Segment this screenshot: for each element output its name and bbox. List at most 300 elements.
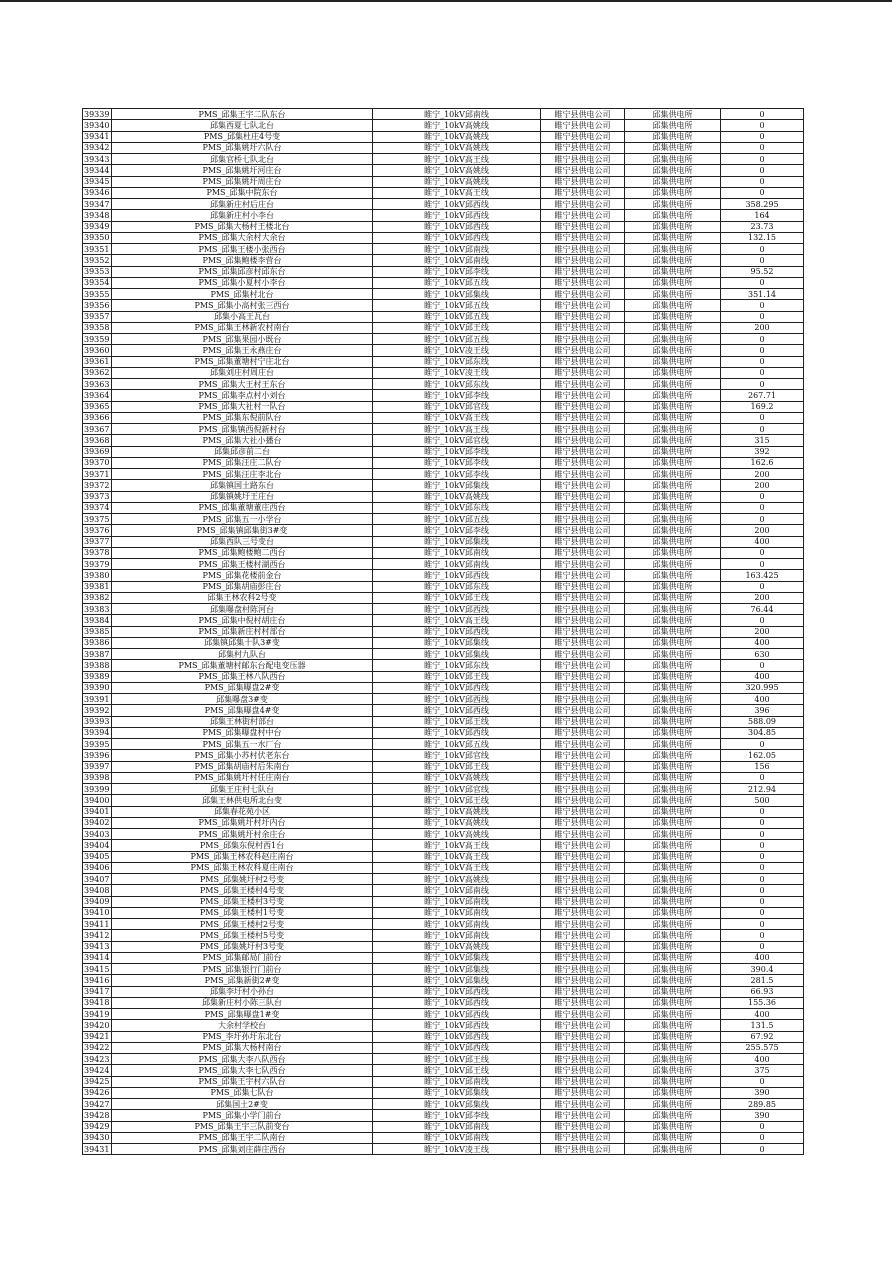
supply-office-cell: 邱集供电所 (625, 255, 721, 266)
company-cell: 睢宁县供电公司 (541, 210, 625, 221)
station-name-cell: PMS_邱集曝盘2#变 (112, 682, 373, 693)
table-row (83, 896, 804, 907)
supply-office-cell: 邱集供电所 (625, 975, 721, 986)
row-id-cell: 39348 (83, 210, 112, 221)
row-id-cell: 39392 (83, 705, 112, 716)
row-id-cell: 39347 (83, 199, 112, 210)
supply-office-cell: 邱集供电所 (625, 311, 721, 322)
station-name-cell: 邱集新庄村后庄台 (112, 199, 373, 210)
row-id-cell: 39384 (83, 615, 112, 626)
capacity-value-cell: 95.52 (721, 266, 804, 277)
capacity-value-cell: 162.6 (721, 457, 804, 468)
company-cell: 睢宁县供电公司 (541, 1110, 625, 1121)
station-name-cell: 邱集新庄村小李台 (112, 210, 373, 221)
row-id-cell: 39352 (83, 255, 112, 266)
supply-office-cell: 邱集供电所 (625, 559, 721, 570)
company-cell: 睢宁县供电公司 (541, 705, 625, 716)
supply-office-cell: 邱集供电所 (625, 424, 721, 435)
company-cell: 睢宁县供电公司 (541, 547, 625, 558)
capacity-value-cell: 358.295 (721, 199, 804, 210)
row-id-cell: 39383 (83, 604, 112, 615)
company-cell: 睢宁县供电公司 (541, 637, 625, 648)
feeder-line-cell: 睢宁_10kV凌王线 (373, 345, 541, 356)
capacity-value-cell: 400 (721, 671, 804, 682)
table-row (83, 727, 804, 738)
row-id-cell: 39356 (83, 300, 112, 311)
station-name-cell: PMS_邱集小苏村伏老东台 (112, 750, 373, 761)
company-cell: 睢宁县供电公司 (541, 311, 625, 322)
table-row (83, 941, 804, 952)
supply-office-cell: 邱集供电所 (625, 525, 721, 536)
feeder-line-cell: 睢宁_10kV高王线 (373, 187, 541, 198)
supply-office-cell: 邱集供电所 (625, 322, 721, 333)
row-id-cell: 39417 (83, 986, 112, 997)
company-cell: 睢宁县供电公司 (541, 649, 625, 660)
row-id-cell: 39407 (83, 874, 112, 885)
company-cell: 睢宁县供电公司 (541, 615, 625, 626)
table-row (83, 705, 804, 716)
row-id-cell: 39412 (83, 930, 112, 941)
row-id-cell: 39378 (83, 547, 112, 558)
capacity-value-cell: 500 (721, 795, 804, 806)
row-id-cell: 39399 (83, 784, 112, 795)
station-name-cell: 邱集村九队台 (112, 649, 373, 660)
table-row (83, 232, 804, 243)
table-row (83, 502, 804, 513)
table-row (83, 761, 804, 772)
company-cell: 睢宁县供电公司 (541, 806, 625, 817)
supply-office-cell: 邱集供电所 (625, 716, 721, 727)
feeder-line-cell: 睢宁_10kV邱五线 (373, 514, 541, 525)
company-cell: 睢宁县供电公司 (541, 244, 625, 255)
feeder-line-cell: 睢宁_10kV邱西线 (373, 1009, 541, 1020)
row-id-cell: 39374 (83, 502, 112, 513)
table-row (83, 131, 804, 142)
row-id-cell: 39404 (83, 840, 112, 851)
station-name-cell: 邱集国土2#变 (112, 1099, 373, 1110)
supply-office-cell: 邱集供电所 (625, 649, 721, 660)
feeder-line-cell: 睢宁_10kV邱西线 (373, 694, 541, 705)
station-name-cell: PMS_邱集新庄村村部台 (112, 626, 373, 637)
supply-office-cell: 邱集供电所 (625, 851, 721, 862)
station-name-cell: PMS_邱集东倪村西1台 (112, 840, 373, 851)
company-cell: 睢宁县供电公司 (541, 1121, 625, 1132)
capacity-value-cell: 200 (721, 626, 804, 637)
company-cell: 睢宁县供电公司 (541, 176, 625, 187)
supply-office-cell: 邱集供电所 (625, 379, 721, 390)
row-id-cell: 39405 (83, 851, 112, 862)
company-cell: 睢宁县供电公司 (541, 289, 625, 300)
table-row (83, 874, 804, 885)
supply-office-cell: 邱集供电所 (625, 930, 721, 941)
supply-office-cell: 邱集供电所 (625, 491, 721, 502)
company-cell: 睢宁县供电公司 (541, 266, 625, 277)
row-id-cell: 39366 (83, 412, 112, 423)
capacity-value-cell: 0 (721, 255, 804, 266)
feeder-line-cell: 睢宁_10kV邱王线 (373, 671, 541, 682)
supply-office-cell: 邱集供电所 (625, 1020, 721, 1031)
company-cell: 睢宁县供电公司 (541, 502, 625, 513)
station-name-cell: PMS_邱集姚圩村2号变 (112, 874, 373, 885)
table-row (83, 997, 804, 1008)
row-id-cell: 39346 (83, 187, 112, 198)
feeder-line-cell: 睢宁_10kV邱王线 (373, 1065, 541, 1076)
table-row (83, 851, 804, 862)
company-cell: 睢宁县供电公司 (541, 491, 625, 502)
supply-office-cell: 邱集供电所 (625, 570, 721, 581)
company-cell: 睢宁县供电公司 (541, 829, 625, 840)
capacity-value-cell: 0 (721, 367, 804, 378)
capacity-value-cell: 0 (721, 244, 804, 255)
feeder-line-cell: 睢宁_10kV邱西线 (373, 986, 541, 997)
capacity-value-cell: 0 (721, 559, 804, 570)
station-name-cell: PMS_邱集董塘村邮东台配电变压器 (112, 660, 373, 671)
row-id-cell: 39361 (83, 356, 112, 367)
company-cell: 睢宁县供电公司 (541, 581, 625, 592)
row-id-cell: 39431 (83, 1144, 112, 1155)
row-id-cell: 39429 (83, 1121, 112, 1132)
supply-office-cell: 邱集供电所 (625, 604, 721, 615)
company-cell: 睢宁县供电公司 (541, 694, 625, 705)
supply-office-cell: 邱集供电所 (625, 739, 721, 750)
table-row (83, 480, 804, 491)
table-row (83, 311, 804, 322)
feeder-line-cell: 睢宁_10kV高姚线 (373, 772, 541, 783)
table-row (83, 1099, 804, 1110)
capacity-value-cell: 0 (721, 491, 804, 502)
station-name-cell: PMS_邱集王楼村湖西台 (112, 559, 373, 570)
company-cell: 睢宁县供电公司 (541, 221, 625, 232)
supply-office-cell: 邱集供电所 (625, 435, 721, 446)
capacity-value-cell: 0 (721, 131, 804, 142)
feeder-line-cell: 睢宁_10kV邱李线 (373, 457, 541, 468)
station-name-cell: PMS_邱集王林农科夏庄南台 (112, 862, 373, 873)
capacity-value-cell: 0 (721, 615, 804, 626)
supply-office-cell: 邱集供电所 (625, 199, 721, 210)
supply-office-cell: 邱集供电所 (625, 514, 721, 525)
station-name-cell: PMS_邱集王楼村5号变 (112, 930, 373, 941)
supply-office-cell: 邱集供电所 (625, 345, 721, 356)
feeder-line-cell: 睢宁_10kV邱王线 (373, 592, 541, 603)
table-row (83, 817, 804, 828)
table-row (83, 570, 804, 581)
feeder-line-cell: 睢宁_10kV邱东线 (373, 379, 541, 390)
company-cell: 睢宁县供电公司 (541, 514, 625, 525)
feeder-line-cell: 睢宁_10kV邱集线 (373, 480, 541, 491)
capacity-value-cell: 0 (721, 941, 804, 952)
station-name-cell: PMS_邱集王宇三队前变台 (112, 1121, 373, 1132)
capacity-value-cell: 0 (721, 187, 804, 198)
document-page (82, 108, 804, 1155)
feeder-line-cell: 睢宁_10kV邱五线 (373, 739, 541, 750)
row-id-cell: 39370 (83, 457, 112, 468)
capacity-value-cell: 200 (721, 322, 804, 333)
supply-office-cell: 邱集供电所 (625, 289, 721, 300)
table-row (83, 1065, 804, 1076)
company-cell: 睢宁县供电公司 (541, 1099, 625, 1110)
company-cell: 睢宁县供电公司 (541, 907, 625, 918)
station-name-cell: PMS_邱集中院东台 (112, 187, 373, 198)
supply-office-cell: 邱集供电所 (625, 165, 721, 176)
capacity-value-cell: 400 (721, 1054, 804, 1065)
table-row (83, 649, 804, 660)
feeder-line-cell: 睢宁_10kV邱南线 (373, 896, 541, 907)
capacity-value-cell: 289.85 (721, 1099, 804, 1110)
row-id-cell: 39413 (83, 941, 112, 952)
station-name-cell: 邱集李圩村小孙台 (112, 986, 373, 997)
company-cell: 睢宁县供电公司 (541, 300, 625, 311)
feeder-line-cell: 睢宁_10kV邱南线 (373, 930, 541, 941)
company-cell: 睢宁县供电公司 (541, 154, 625, 165)
row-id-cell: 39430 (83, 1132, 112, 1143)
table-body (83, 109, 804, 1155)
capacity-value-cell: 131.5 (721, 1020, 804, 1031)
table-row (83, 289, 804, 300)
row-id-cell: 39385 (83, 626, 112, 637)
company-cell: 睢宁县供电公司 (541, 1054, 625, 1065)
station-name-cell: 邱集王林农科2号变 (112, 592, 373, 603)
supply-office-cell: 邱集供电所 (625, 1110, 721, 1121)
capacity-value-cell: 0 (721, 1076, 804, 1087)
station-name-cell: PMS_邱集镇邱集街3#变 (112, 525, 373, 536)
company-cell: 睢宁县供电公司 (541, 536, 625, 547)
row-id-cell: 39387 (83, 649, 112, 660)
company-cell: 睢宁县供电公司 (541, 390, 625, 401)
row-id-cell: 39422 (83, 1042, 112, 1053)
supply-office-cell: 邱集供电所 (625, 390, 721, 401)
company-cell: 睢宁县供电公司 (541, 682, 625, 693)
feeder-line-cell: 睢宁_10kV邱官线 (373, 750, 541, 761)
station-name-cell: 邱集刘庄村周庄台 (112, 367, 373, 378)
table-row (83, 412, 804, 423)
supply-office-cell: 邱集供电所 (625, 1099, 721, 1110)
table-row (83, 637, 804, 648)
table-row (83, 806, 804, 817)
capacity-value-cell: 390 (721, 1110, 804, 1121)
company-cell: 睢宁县供电公司 (541, 1020, 625, 1031)
supply-office-cell: 邱集供电所 (625, 1087, 721, 1098)
capacity-value-cell: 0 (721, 885, 804, 896)
company-cell: 睢宁县供电公司 (541, 750, 625, 761)
feeder-line-cell: 睢宁_10kV邱西线 (373, 199, 541, 210)
company-cell: 睢宁县供电公司 (541, 232, 625, 243)
station-name-cell: PMS_邱集胡庙彭庄台 (112, 581, 373, 592)
company-cell: 睢宁县供电公司 (541, 840, 625, 851)
feeder-line-cell: 睢宁_10kV邱南线 (373, 1076, 541, 1087)
capacity-value-cell: 392 (721, 446, 804, 457)
supply-office-cell: 邱集供电所 (625, 1031, 721, 1042)
capacity-value-cell: 0 (721, 1144, 804, 1155)
station-name-cell: 邱集西队三号变台 (112, 536, 373, 547)
company-cell: 睢宁县供电公司 (541, 885, 625, 896)
supply-office-cell: 邱集供电所 (625, 1042, 721, 1053)
supply-office-cell: 邱集供电所 (625, 187, 721, 198)
station-name-cell: PMS_邱集果园小既台 (112, 334, 373, 345)
supply-office-cell: 邱集供电所 (625, 232, 721, 243)
table-row (83, 120, 804, 131)
table-row (83, 1031, 804, 1042)
supply-office-cell: 邱集供电所 (625, 300, 721, 311)
station-name-cell: 邱集官桥七队北台 (112, 154, 373, 165)
feeder-line-cell: 睢宁_10kV高姚线 (373, 131, 541, 142)
feeder-line-cell: 睢宁_10kV邱南线 (373, 1121, 541, 1132)
row-id-cell: 39350 (83, 232, 112, 243)
company-cell: 睢宁县供电公司 (541, 379, 625, 390)
supply-office-cell: 邱集供电所 (625, 1076, 721, 1087)
station-name-cell: PMS_邱集汪庄二队台 (112, 457, 373, 468)
row-id-cell: 39409 (83, 896, 112, 907)
capacity-value-cell: 0 (721, 896, 804, 907)
row-id-cell: 39386 (83, 637, 112, 648)
feeder-line-cell: 睢宁_10kV邱集线 (373, 1087, 541, 1098)
feeder-line-cell: 睢宁_10kV邱西线 (373, 705, 541, 716)
station-name-cell: PMS_邱集王楼村1号变 (112, 907, 373, 918)
feeder-line-cell: 睢宁_10kV邱东线 (373, 660, 541, 671)
feeder-line-cell: 睢宁_10kV邱王线 (373, 322, 541, 333)
table-row (83, 356, 804, 367)
station-name-cell: PMS_邱集鲍楼李营台 (112, 255, 373, 266)
company-cell: 睢宁县供电公司 (541, 772, 625, 783)
station-name-cell: 邱集西夏七队北台 (112, 120, 373, 131)
capacity-value-cell: 351.14 (721, 289, 804, 300)
feeder-line-cell: 睢宁_10kV邱东线 (373, 502, 541, 513)
supply-office-cell: 邱集供电所 (625, 412, 721, 423)
row-id-cell: 39359 (83, 334, 112, 345)
company-cell: 睢宁县供电公司 (541, 964, 625, 975)
station-name-cell: PMS_邱集曝盘4#变 (112, 705, 373, 716)
capacity-value-cell: 0 (721, 345, 804, 356)
row-id-cell: 39344 (83, 165, 112, 176)
capacity-value-cell: 400 (721, 536, 804, 547)
company-cell: 睢宁县供电公司 (541, 401, 625, 412)
capacity-value-cell: 396 (721, 705, 804, 716)
supply-office-cell: 邱集供电所 (625, 469, 721, 480)
station-name-cell: PMS_邱集七队台 (112, 1087, 373, 1098)
row-id-cell: 39415 (83, 964, 112, 975)
feeder-line-cell: 睢宁_10kV邱东线 (373, 356, 541, 367)
station-name-cell: PMS_邱集王宇二队南台 (112, 1132, 373, 1143)
capacity-value-cell: 0 (721, 840, 804, 851)
table-row (83, 525, 804, 536)
company-cell: 睢宁县供电公司 (541, 727, 625, 738)
table-row (83, 862, 804, 873)
company-cell: 睢宁县供电公司 (541, 1042, 625, 1053)
company-cell: 睢宁县供电公司 (541, 1087, 625, 1098)
table-row (83, 142, 804, 153)
row-id-cell: 39397 (83, 761, 112, 772)
row-id-cell: 39369 (83, 446, 112, 457)
capacity-value-cell: 390.4 (721, 964, 804, 975)
feeder-line-cell: 睢宁_10kV邱西线 (373, 210, 541, 221)
supply-office-cell: 邱集供电所 (625, 806, 721, 817)
company-cell: 睢宁县供电公司 (541, 255, 625, 266)
capacity-value-cell: 0 (721, 176, 804, 187)
row-id-cell: 39341 (83, 131, 112, 142)
row-id-cell: 39398 (83, 772, 112, 783)
table-row (83, 592, 804, 603)
row-id-cell: 39362 (83, 367, 112, 378)
supply-office-cell: 邱集供电所 (625, 401, 721, 412)
feeder-line-cell: 睢宁_10kV邱集线 (373, 289, 541, 300)
supply-office-cell: 邱集供电所 (625, 1144, 721, 1155)
row-id-cell: 39406 (83, 862, 112, 873)
company-cell: 睢宁县供电公司 (541, 660, 625, 671)
feeder-line-cell: 睢宁_10kV邱西线 (373, 232, 541, 243)
supply-office-cell: 邱集供电所 (625, 154, 721, 165)
capacity-value-cell: 169.2 (721, 401, 804, 412)
table-row (83, 300, 804, 311)
row-id-cell: 39364 (83, 390, 112, 401)
table-row (83, 210, 804, 221)
transformer-table (82, 108, 804, 1155)
table-row (83, 604, 804, 615)
table-row (83, 547, 804, 558)
table-row (83, 660, 804, 671)
company-cell: 睢宁县供电公司 (541, 986, 625, 997)
table-row (83, 457, 804, 468)
station-name-cell: 邱集曝盘3#变 (112, 694, 373, 705)
table-row (83, 401, 804, 412)
feeder-line-cell: 睢宁_10kV邱南线 (373, 919, 541, 930)
feeder-line-cell: 睢宁_10kV邱南线 (373, 547, 541, 558)
company-cell: 睢宁县供电公司 (541, 559, 625, 570)
table-row (83, 1121, 804, 1132)
station-name-cell: 邱集镇国土路东台 (112, 480, 373, 491)
station-name-cell: PMS_邱集李点村小刘台 (112, 390, 373, 401)
station-name-cell: PMS_邱集董塘董庄西台 (112, 502, 373, 513)
company-cell: 睢宁县供电公司 (541, 1009, 625, 1020)
row-id-cell: 39414 (83, 952, 112, 963)
supply-office-cell: 邱集供电所 (625, 874, 721, 885)
station-name-cell: PMS_邱集姚圩村3号变 (112, 941, 373, 952)
feeder-line-cell: 睢宁_10kV邱西线 (373, 727, 541, 738)
table-row (83, 739, 804, 750)
feeder-line-cell: 睢宁_10kV邱李线 (373, 446, 541, 457)
company-cell: 睢宁县供电公司 (541, 412, 625, 423)
capacity-value-cell: 200 (721, 480, 804, 491)
feeder-line-cell: 睢宁_10kV邱李线 (373, 1110, 541, 1121)
company-cell: 睢宁县供电公司 (541, 862, 625, 873)
station-name-cell: PMS_邱集刘庄薛庄西台 (112, 1144, 373, 1155)
feeder-line-cell: 睢宁_10kV高王线 (373, 840, 541, 851)
company-cell: 睢宁县供电公司 (541, 1132, 625, 1143)
supply-office-cell: 邱集供电所 (625, 907, 721, 918)
table-row (83, 750, 804, 761)
station-name-cell: PMS_邱集新街2#变 (112, 975, 373, 986)
capacity-value-cell: 200 (721, 469, 804, 480)
table-row (83, 536, 804, 547)
supply-office-cell: 邱集供电所 (625, 952, 721, 963)
table-row (83, 1087, 804, 1098)
supply-office-cell: 邱集供电所 (625, 671, 721, 682)
capacity-value-cell: 67.92 (721, 1031, 804, 1042)
row-id-cell: 39388 (83, 660, 112, 671)
row-id-cell: 39428 (83, 1110, 112, 1121)
table-row (83, 187, 804, 198)
capacity-value-cell: 162.05 (721, 750, 804, 761)
feeder-line-cell: 睢宁_10kV邱西线 (373, 221, 541, 232)
company-cell: 睢宁县供电公司 (541, 941, 625, 952)
station-name-cell: PMS_邱集村北台 (112, 289, 373, 300)
company-cell: 睢宁县供电公司 (541, 187, 625, 198)
supply-office-cell: 邱集供电所 (625, 356, 721, 367)
feeder-line-cell: 睢宁_10kV邱集线 (373, 536, 541, 547)
station-name-cell: PMS_邱集王楼小张西台 (112, 244, 373, 255)
supply-office-cell: 邱集供电所 (625, 829, 721, 840)
row-id-cell: 39418 (83, 997, 112, 1008)
station-name-cell: PMS_邱集大社村一队台 (112, 401, 373, 412)
station-name-cell: 大余村学校台 (112, 1020, 373, 1031)
